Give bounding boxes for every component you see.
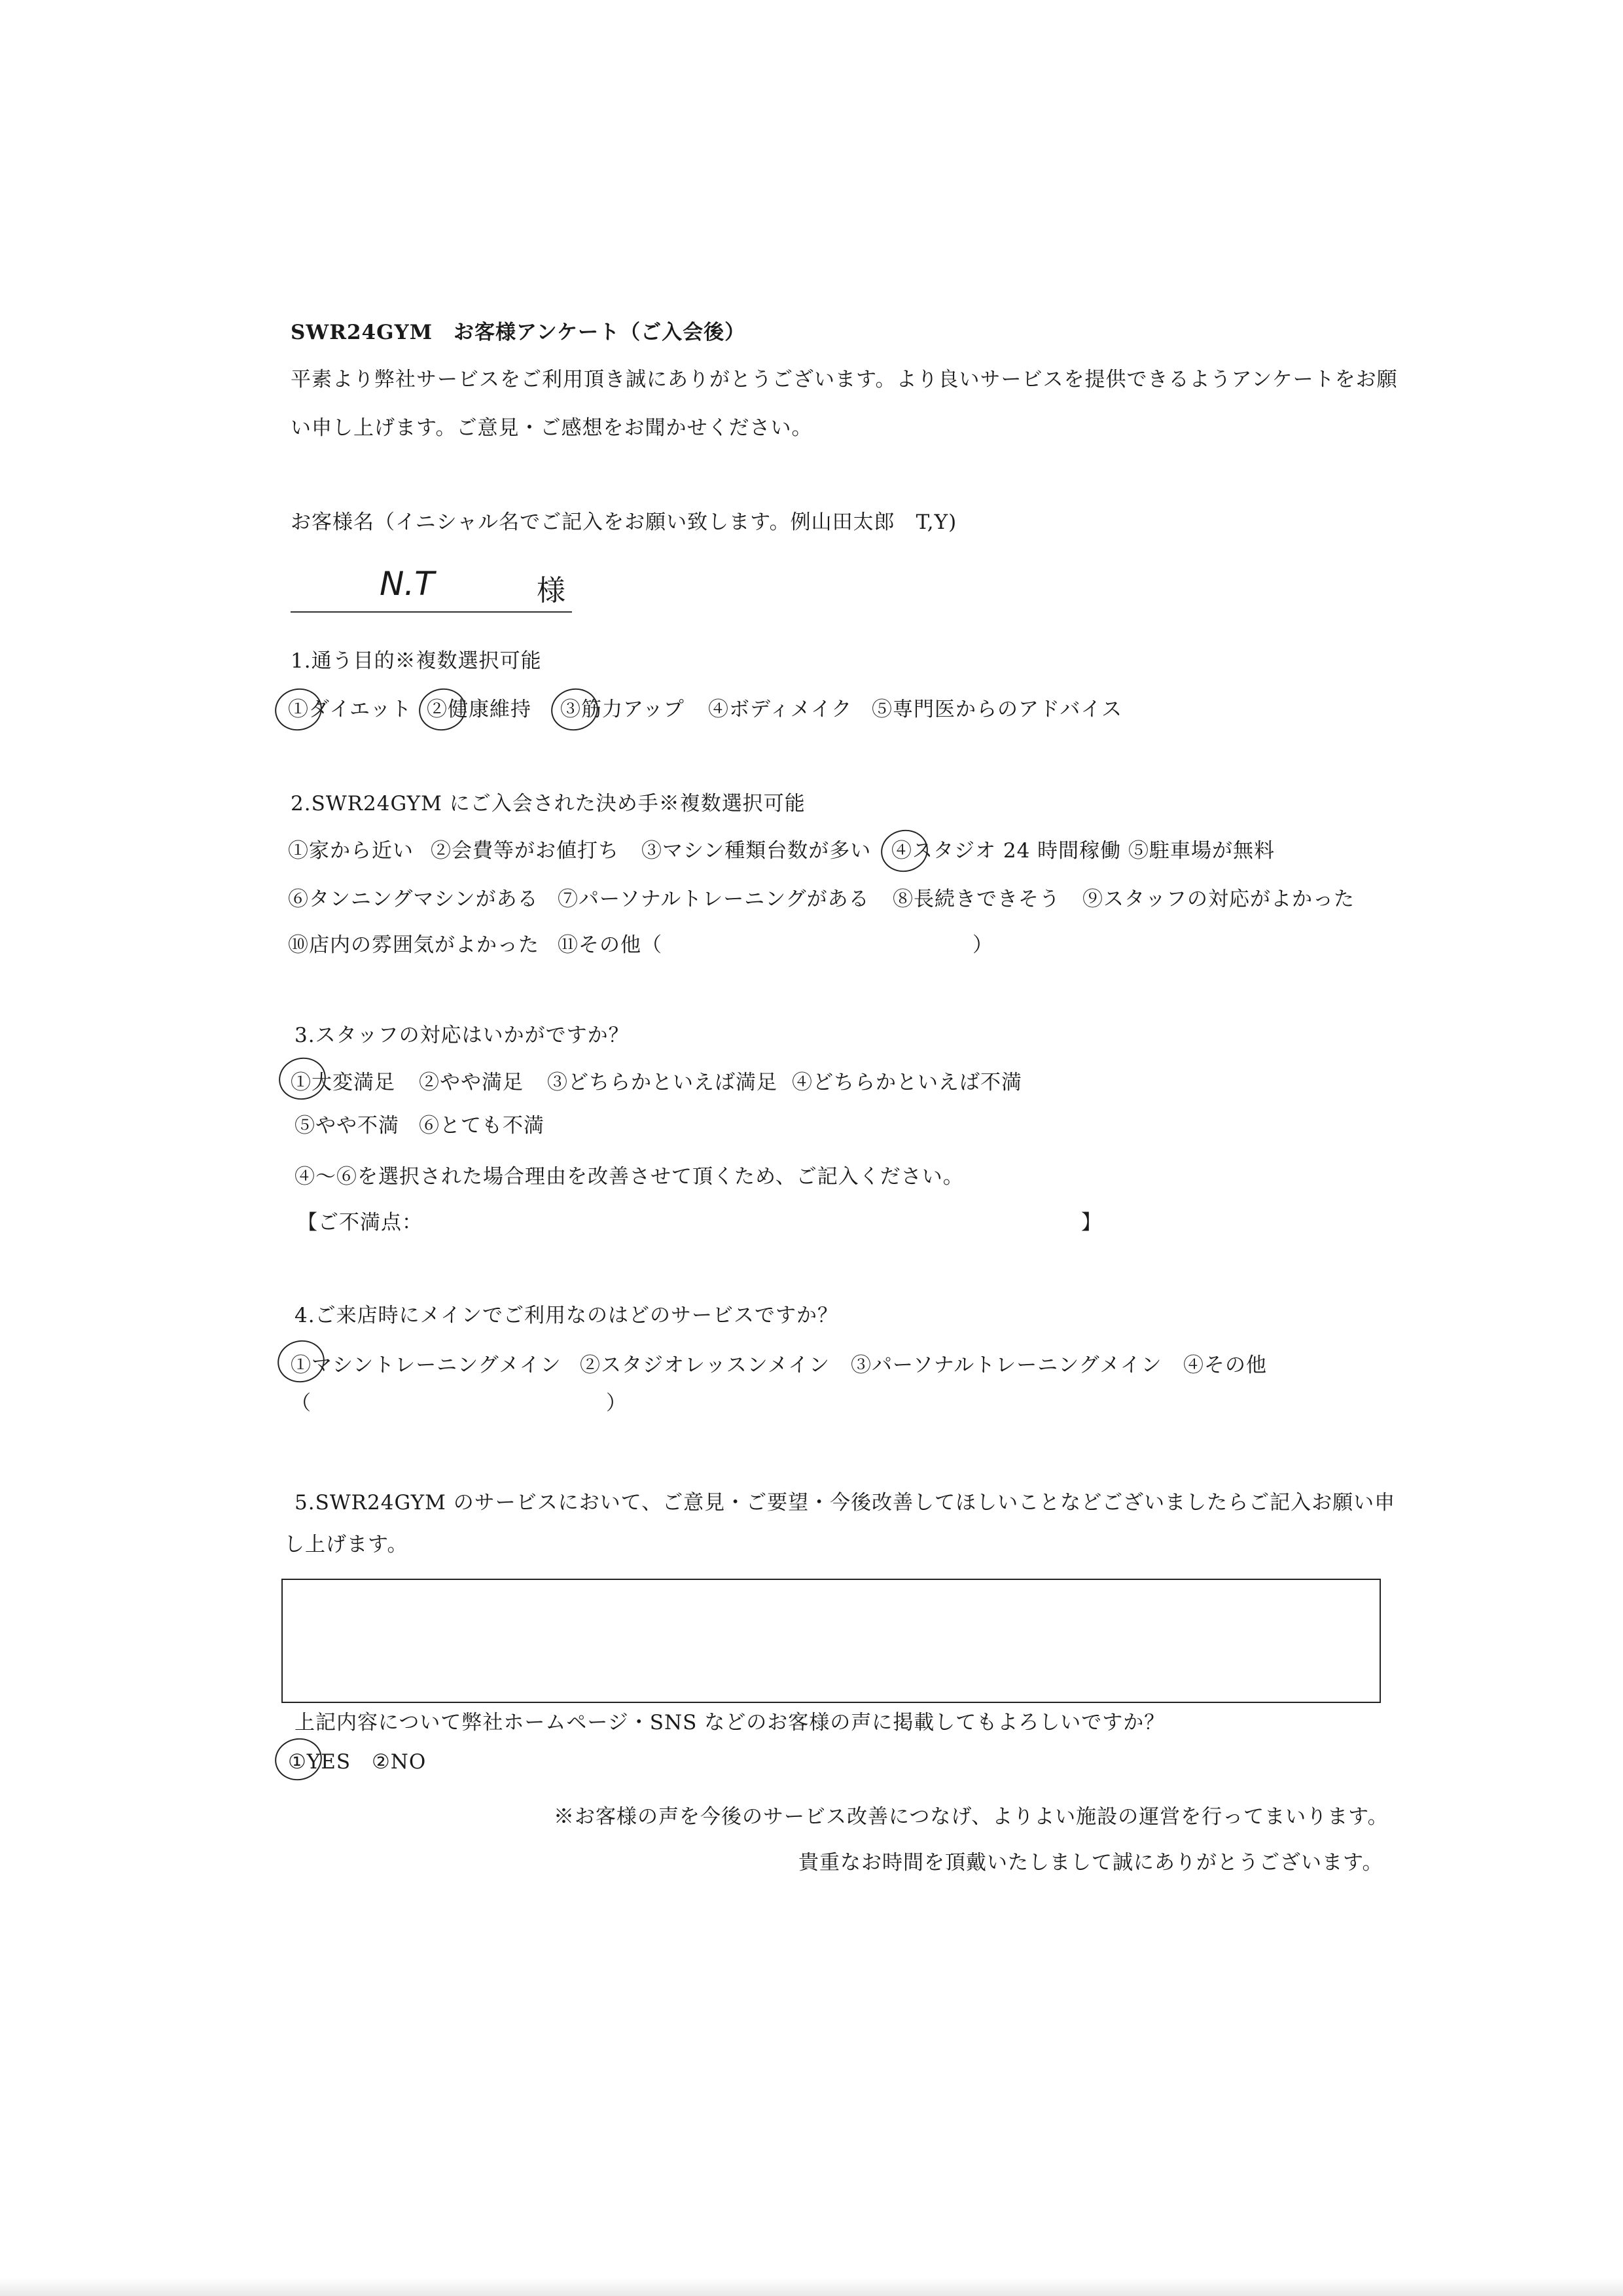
footer-note: ※お客様の声を今後のサービス改善につなげ、よりよい施設の運営を行ってまいります。 xyxy=(554,1805,1389,1829)
q3-option-3[interactable]: ③どちらかといえば満足 xyxy=(547,1071,777,1094)
q2-option-7[interactable]: ⑦パーソナルトレーニングがある xyxy=(558,888,870,911)
q2-option-10[interactable]: ⑩店内の雰囲気がよかった xyxy=(288,933,539,957)
q1-option-4[interactable]: ④ボディメイク xyxy=(708,698,853,721)
q4-option-2[interactable]: ②スタジオレッスンメイン xyxy=(580,1354,830,1377)
q3-complaint-open: 【ご不満点： xyxy=(297,1211,423,1234)
q2-option-9[interactable]: ⑨スタッフの対応がよかった xyxy=(1082,888,1355,911)
q3-option-5[interactable]: ⑤やや不満 xyxy=(294,1114,399,1138)
q4-other-close-paren: ） xyxy=(606,1391,627,1415)
q1-option-3-circle-mark xyxy=(547,684,602,735)
q1-option-5[interactable]: ⑤専門医からのアドバイス xyxy=(872,698,1123,721)
q2-option-11[interactable]: ⑪その他（ xyxy=(558,933,662,957)
q2-option-6[interactable]: ⑥タンニングマシンがある xyxy=(288,888,539,911)
q2-option-4[interactable]: ④スタジオ 24 時間稼働 xyxy=(891,839,1122,863)
customer-name-underline xyxy=(291,611,572,613)
q1-option-2-circle-mark xyxy=(415,684,470,735)
q2-option-5[interactable]: ⑤駐車場が無料 xyxy=(1128,839,1275,863)
q5-question-line-1: 5.SWR24GYM のサービスにおいて、ご意見・ご要望・今後改善してほしいことなどございましたらご記入お願い申 xyxy=(294,1491,1396,1515)
q4-option-1-circle-mark xyxy=(274,1336,329,1387)
q2-option-3[interactable]: ③マシン種類台数が多い xyxy=(641,839,872,863)
intro-line-2: い申し上げます。ご意見・ご感想をお聞かせください。 xyxy=(291,416,813,440)
publish-option-yes-circle-mark xyxy=(271,1734,326,1785)
q3-note: ④～⑥を選択された場合理由を改善させて頂くため、ご記入ください。 xyxy=(294,1165,964,1189)
publish-option-yes[interactable]: ①YES xyxy=(288,1750,351,1774)
q1-option-2[interactable]: ②健康維持 xyxy=(427,698,531,721)
q1-option-3[interactable]: ③筋力アップ xyxy=(560,698,685,721)
q3-option-1-circle-mark xyxy=(275,1053,330,1104)
q1-question: 1.通う目的※複数選択可能 xyxy=(291,649,542,673)
q1-option-1[interactable]: ①ダイエット xyxy=(288,698,412,721)
customer-name-value[interactable]: N.T xyxy=(380,565,435,603)
q3-option-1[interactable]: ①大変満足 xyxy=(291,1071,395,1094)
survey-title: SWR24GYM お客様アンケート（ご入会後） xyxy=(291,321,746,344)
q3-option-4[interactable]: ④どちらかといえば不満 xyxy=(792,1071,1022,1094)
publish-question: 上記内容について弊社ホームページ・SNS などのお客様の声に掲載してもよろしいですか？ xyxy=(294,1711,1166,1734)
q3-option-2[interactable]: ②やや満足 xyxy=(419,1071,524,1094)
q5-question-line-2: し上げます。 xyxy=(284,1533,408,1556)
q5-answer-box[interactable] xyxy=(281,1579,1381,1703)
q1-option-1-circle-mark xyxy=(271,684,326,735)
q2-option-1[interactable]: ①家から近い xyxy=(288,839,414,863)
q2-option-4-circle-mark xyxy=(877,825,932,876)
q2-option-8[interactable]: ⑧長続きできそう xyxy=(893,888,1060,911)
q3-complaint-close: 】 xyxy=(1081,1211,1102,1234)
publish-option-no[interactable]: ②NO xyxy=(372,1750,427,1774)
scan-bottom-edge xyxy=(0,2278,1623,2296)
q4-option-3[interactable]: ③パーソナルトレーニングメイン xyxy=(851,1354,1162,1377)
customer-name-suffix: 様 xyxy=(537,574,566,607)
q2-option-11-close-paren: ） xyxy=(972,933,993,957)
customer-name-label: お客様名（イニシャル名でご記入をお願い致します。例山田太郎 T,Y) xyxy=(291,511,957,534)
q4-option-1[interactable]: ①マシントレーニングメイン xyxy=(291,1354,562,1377)
q2-option-2[interactable]: ②会費等がお値打ち xyxy=(431,839,619,863)
q3-option-6[interactable]: ⑥とても不満 xyxy=(419,1114,544,1138)
q4-question: 4.ご来店時にメインでご利用なのはどのサービスですか？ xyxy=(294,1304,838,1327)
q4-other-open-paren: （ xyxy=(291,1391,312,1415)
q3-question: 3.スタッフの対応はいかがですか？ xyxy=(294,1024,630,1047)
q4-option-4[interactable]: ④その他 xyxy=(1183,1354,1267,1377)
q2-question: 2.SWR24GYM にご入会された決め手※複数選択可能 xyxy=(291,792,806,816)
footer-thanks: 貴重なお時間を頂戴いたしまして誠にありがとうございます。 xyxy=(798,1851,1383,1874)
intro-line-1: 平素より弊社サービスをご利用頂き誠にありがとうございます。より良いサービスを提供できるようアンケートをお願 xyxy=(291,368,1398,391)
